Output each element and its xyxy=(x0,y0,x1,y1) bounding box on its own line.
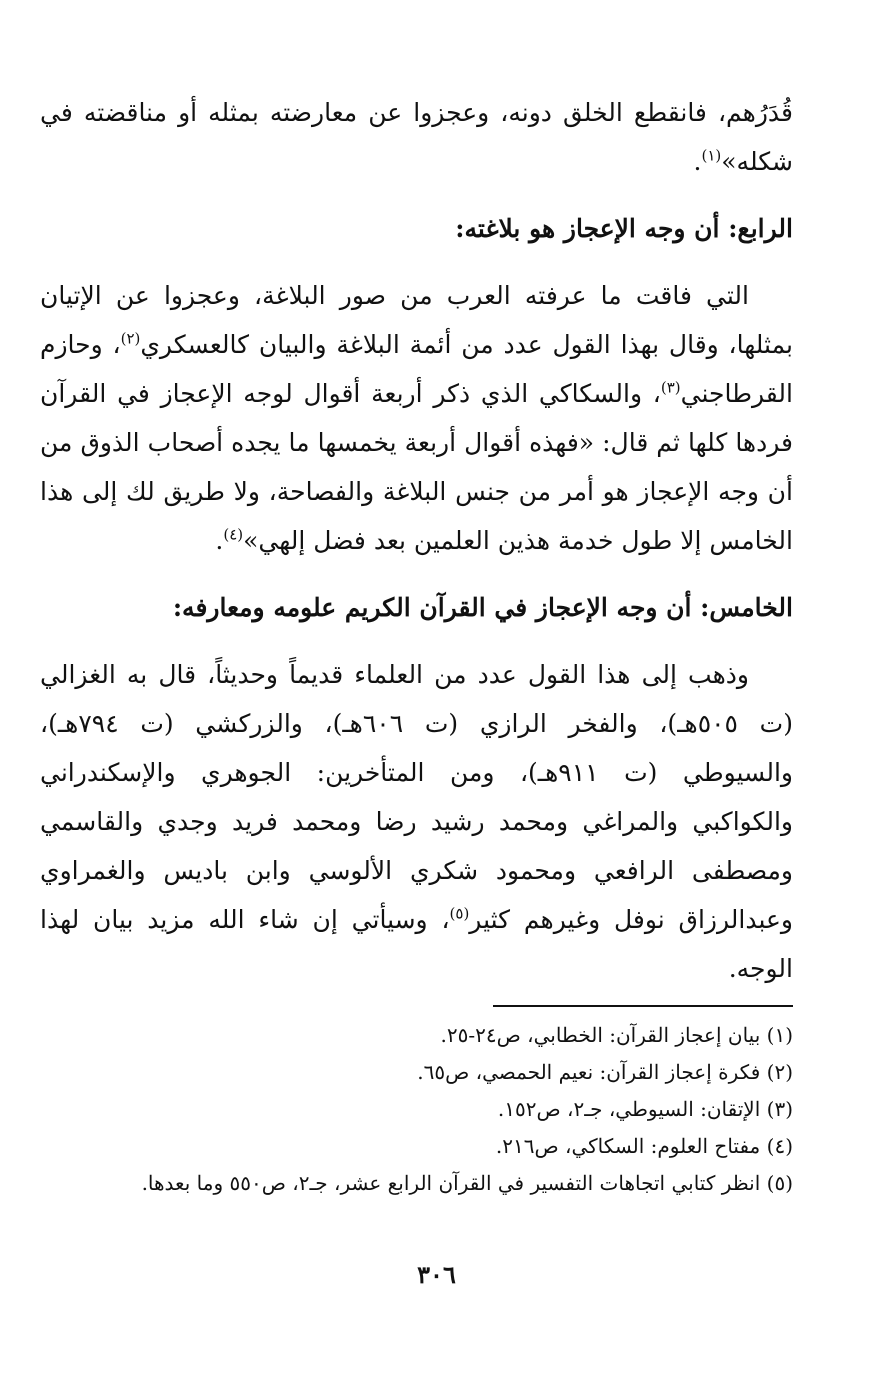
section-heading-fourth: الرابع: أن وجه الإعجاز هو بلاغته: xyxy=(455,214,793,243)
footnotes xyxy=(40,1017,793,1202)
footnote-4: (٤) مفتاح العلوم: السكاكي، ص٢١٦. xyxy=(495,1134,793,1158)
paragraph-quote-end xyxy=(40,88,793,186)
footnote-ref-2[interactable]: (٢) xyxy=(120,329,141,348)
page-number: ٣٠٦ xyxy=(417,1260,456,1289)
paragraph-text: . xyxy=(215,526,224,555)
footnote-ref-1[interactable]: (١) xyxy=(701,146,722,165)
footnote-ref-4[interactable]: (٤) xyxy=(223,525,244,544)
footnote-2: (٢) فكرة إعجاز القرآن: نعيم الحمصي، ص٦٥. xyxy=(417,1060,793,1084)
paragraph-text: . xyxy=(693,147,702,176)
paragraph-text: التي فاقت ما عرفته العرب من صور البلاغة، وعجزوا عن الإتيان بمثلها، وقال بهذا القول عدد من أئمة البلاغة والبيان كالعسكري xyxy=(40,281,793,359)
paragraph-text: وذهب إلى هذا القول عدد من العلماء قديماً وحديثاً، قال به الغزالي (ت ٥٠٥هـ)، والفخر الرازي (ت ٦٠٦هـ)، والزركشي (ت ٧٩٤هـ)، والسيوطي (ت ٩١١هـ)، ومن المتأخرين: الجوهري والإسكندراني والكواكبي والمراغي ومحمد رشيد رضا ومحمد فريد وجدي والقاسمي ومصطفى الرافعي ومحمود شكري الألوسي وابن باديس والغمراوي وعبدالرزاق نوفل وغيرهم كثير xyxy=(40,660,793,934)
paragraph-sciences xyxy=(40,650,793,993)
footnote-ref-3[interactable]: (٣) xyxy=(660,378,681,397)
paragraph-text: ، وحازم القرطاجني xyxy=(40,330,793,408)
footnote-ref-5[interactable]: (٥) xyxy=(449,904,470,923)
footnote-1: (١) بيان إعجاز القرآن: الخطابي، ص٢٤-٢٥. xyxy=(440,1023,793,1047)
paragraph-text: قُدَرُهم، فانقطع الخلق دونه، وعجزوا عن معارضته بمثله أو مناقضته في شكله» xyxy=(40,98,793,176)
paragraph-eloquence xyxy=(40,271,793,565)
footnote-5: (٥) انظر كتابي اتجاهات التفسير في القرآن الرابع عشر، جـ٢، ص٥٥٠ وما بعدها. xyxy=(141,1171,793,1195)
paragraph-text: ، وسيأتي إن شاء الله مزيد بيان لهذا الوجه. xyxy=(40,905,793,983)
footnote-divider xyxy=(493,1005,793,1007)
paragraph-text: ، والسكاكي الذي ذكر أربعة أقوال لوجه الإعجاز في القرآن فردها كلها ثم قال: «فهذه أقوال أربعة يخمسها ما يجده أصحاب الذوق من أن وجه الإعجاز هو أمر من جنس البلاغة والفصاحة، ولا طريق لك إلى هذا الخامس إلا طول خدمة هذين العلمين بعد فضل إلهي» xyxy=(40,379,793,555)
footnote-3: (٣) الإتقان: السيوطي، جـ٢، ص١٥٢. xyxy=(497,1097,793,1121)
section-heading-fifth: الخامس: أن وجه الإعجاز في القرآن الكريم علومه ومعارفه: xyxy=(172,593,793,622)
